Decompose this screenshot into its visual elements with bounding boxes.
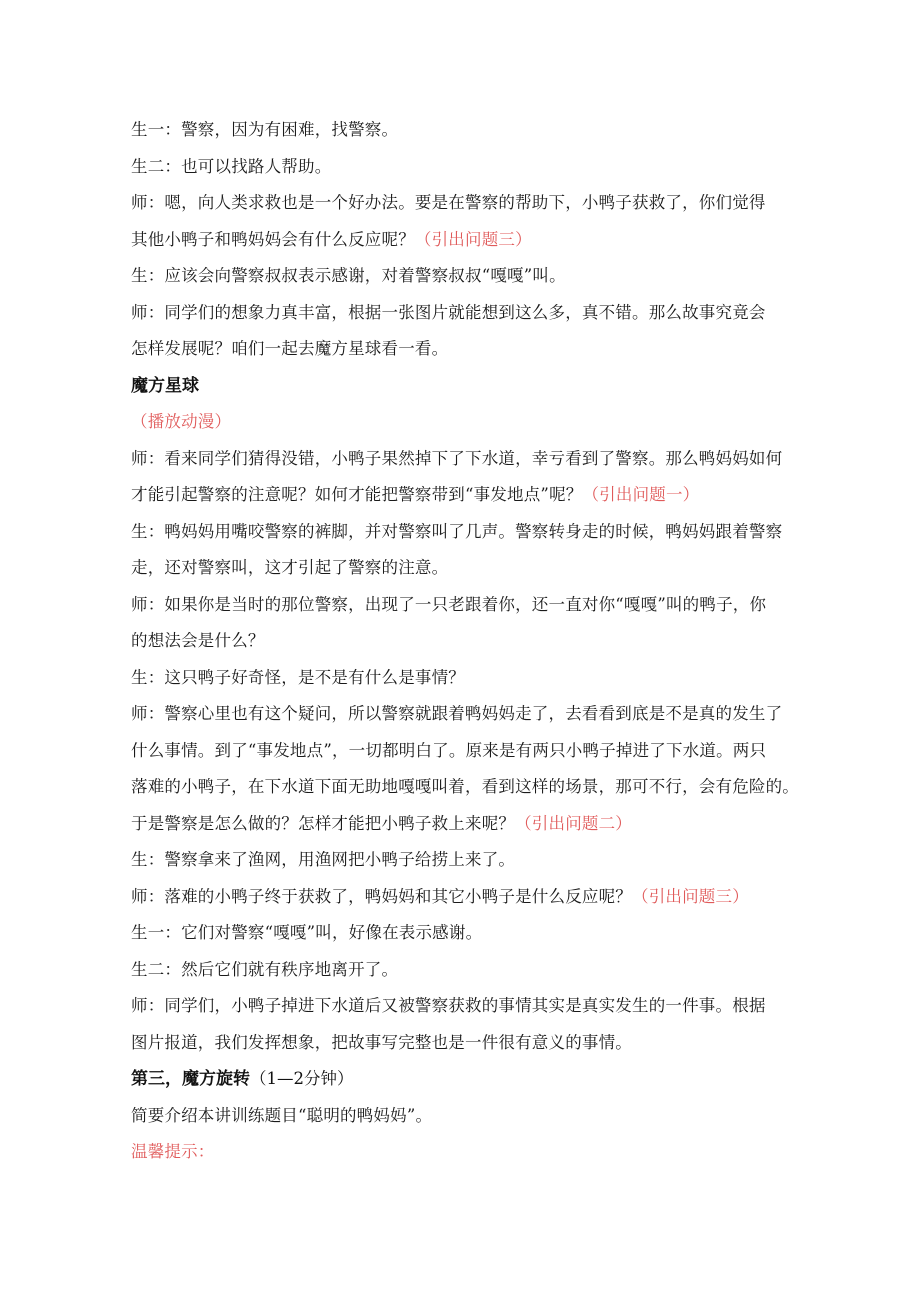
line-text: 师：嗯，向人类求救也是一个好办法。要是在警察的帮助下，小鸭子获救了，你们觉得 [131, 193, 766, 212]
question-note: （引出问题三） [632, 886, 749, 906]
dialogue-line [131, 331, 791, 368]
dialogue-line [131, 514, 791, 551]
tip-label: 温馨提示： [131, 1142, 215, 1161]
question-note: （引出问题三） [414, 229, 532, 249]
dialogue-line [131, 477, 791, 514]
stage-note: （播放动漫） [131, 412, 232, 431]
line-text: 生二：然后它们就有秩序地离开了。 [131, 959, 399, 979]
line-text: 生二：也可以找路人帮助。 [131, 156, 332, 176]
dialogue-line [131, 733, 791, 770]
line-text: 怎样发展呢？咱们一起去魔方星球看一看。 [131, 339, 449, 358]
dialogue-line [131, 660, 791, 697]
line-text: 生：这只鸭子好奇怪，是不是有什么是事情？ [131, 667, 465, 687]
dialogue-line [131, 112, 791, 149]
duration-note: （1—2分钟） [250, 1069, 354, 1088]
dialogue-line [131, 806, 791, 843]
question-note: （引出问题一） [582, 485, 700, 504]
line-text: 生一：警察，因为有困难，找警察。 [131, 120, 399, 139]
dialogue-line [131, 879, 791, 916]
dialogue-line [131, 842, 791, 879]
section-heading: 魔方星球 [131, 375, 199, 396]
line-text: 落难的小鸭子，在下水道下面无助地嘎嘎叫着，看到这样的场景，那可不行，会有危险的。 [131, 777, 799, 796]
section-heading-text: 第三，魔方旋转 [131, 1069, 250, 1089]
line-text: 师：如果你是当时的那位警察，出现了一只老跟着你，还一直对你“嘎嘎”叫的鸭子，你 [131, 594, 767, 614]
line-text: 师：落难的小鸭子终于获救了，鸭妈妈和其它小鸭子是什么反应呢？ [131, 886, 632, 906]
line-text: 师：同学们，小鸭子掉进下水道后又被警察获救的事情其实是真实发生的一件事。根据 [131, 996, 766, 1015]
dialogue-line [131, 952, 791, 989]
dialogue-line [131, 769, 799, 806]
dialogue-line [131, 258, 791, 295]
dialogue-line [131, 149, 791, 186]
question-note: （引出问题二） [515, 813, 633, 833]
dialogue-line [131, 295, 791, 332]
line-text: 生：应该会向警察叔叔表示感谢，对着警察叔叔“嘎嘎”叫。 [131, 266, 566, 285]
intro-line: 简要介绍本讲训练题目“聪明的鸭妈妈”。 [131, 1105, 433, 1125]
line-text: 师：看来同学们猜得没错，小鸭子果然掉下了下水道，幸亏看到了警察。那么鸭妈妈如何 [131, 448, 783, 468]
line-text: 什么事情。到了“事发地点”，一切都明白了。原来是有两只小鸭子掉进了下水道。两只 [131, 740, 767, 760]
dialogue-line [131, 1025, 791, 1062]
dialogue-line [131, 623, 791, 660]
line-text: 师：同学们的想象力真丰富，根据一张图片就能想到这么多，真不错。那么故事究竟会 [131, 302, 766, 322]
dialogue-line [131, 587, 791, 624]
line-text: 生一：它们对警察“嘎嘎”叫，好像在表示感谢。 [131, 923, 483, 942]
line-text: 生：鸭妈妈用嘴咬警察的裤脚，并对警察叫了几声。警察转身走的时候，鸭妈妈跟着警察 [131, 521, 783, 541]
dialogue-line [131, 550, 791, 587]
line-text: 的想法会是什么？ [131, 631, 265, 650]
line-text: 走，还对警察叫，这才引起了警察的注意。 [131, 558, 449, 577]
dialogue-line [131, 222, 791, 259]
line-text: 图片报道，我们发挥想象，把故事写完整也是一件很有意义的事情。 [131, 1032, 632, 1052]
dialogue-line [131, 185, 791, 222]
section-heading [131, 1061, 791, 1098]
line-text: 于是警察是怎么做的？怎样才能把小鸭子救上来呢？ [131, 813, 516, 833]
line-text: 生：警察拿来了渔网，用渔网把小鸭子给捞上来了。 [131, 850, 516, 869]
line-text: 才能引起警察的注意呢？如何才能把警察带到“事发地点”呢？ [131, 485, 583, 504]
dialogue-line [131, 696, 791, 733]
dialogue-line [131, 441, 791, 478]
line-text: 其他小鸭子和鸭妈妈会有什么反应呢？ [131, 229, 415, 249]
dialogue-line [131, 988, 791, 1025]
dialogue-line [131, 915, 791, 952]
document-body [131, 112, 799, 1171]
line-text: 师：警察心里也有这个疑问，所以警察就跟着鸭妈妈走了，去看看到底是不是真的发生了 [131, 704, 783, 723]
